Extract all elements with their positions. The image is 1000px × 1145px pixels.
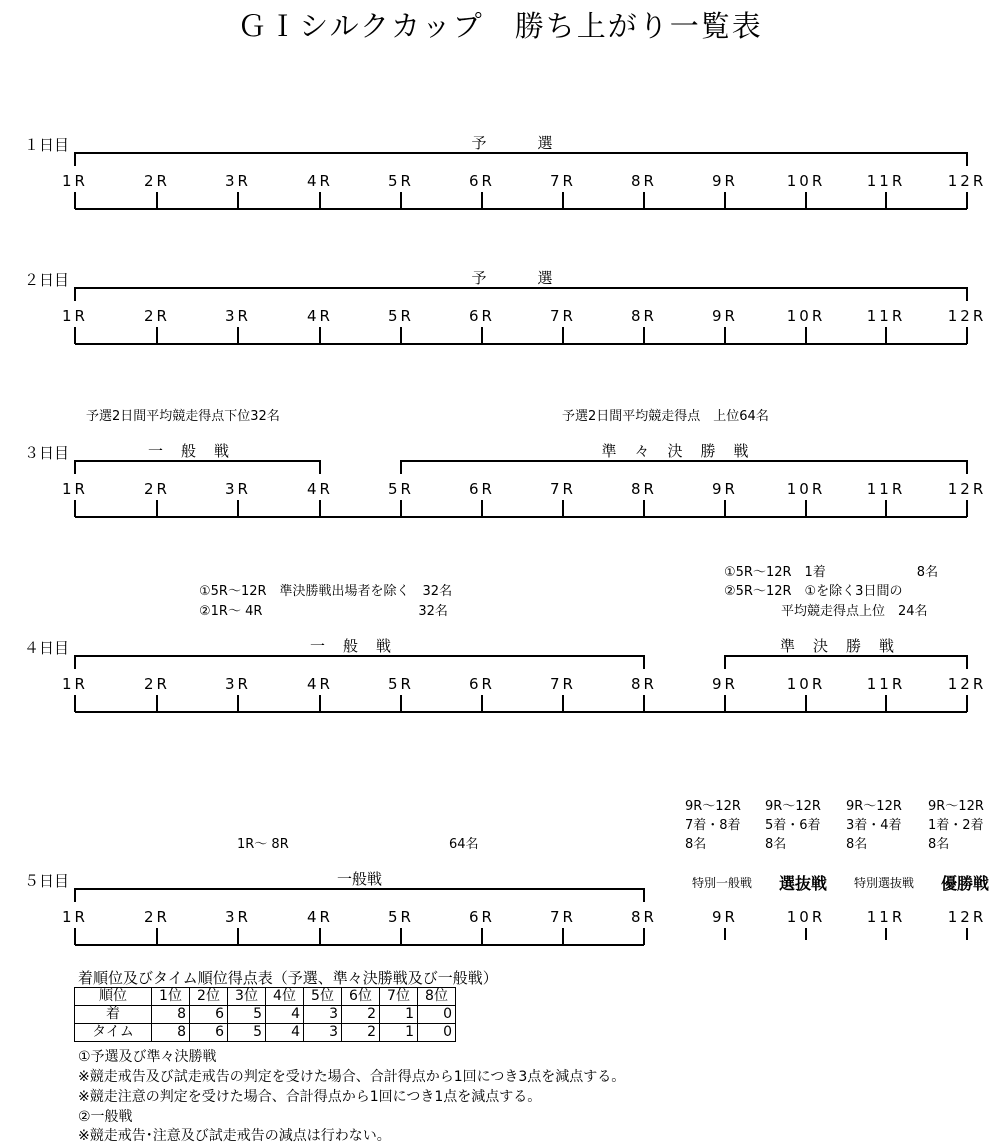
race-label: 10R bbox=[786, 172, 826, 190]
day5-note-left-count: 64名 bbox=[449, 837, 479, 852]
race-label: 7R bbox=[550, 172, 576, 190]
race-label: 9R bbox=[712, 908, 738, 926]
race-tick bbox=[481, 928, 483, 945]
segment-bracket-edge bbox=[74, 888, 76, 902]
footnote: ①予選及び準々決勝戦 bbox=[78, 1049, 217, 1065]
race-label: 4R bbox=[307, 908, 333, 926]
segment-label: 一般戦 bbox=[336, 870, 383, 888]
race-label: 6R bbox=[469, 675, 495, 693]
race-tick bbox=[966, 192, 968, 209]
race-label: 8R bbox=[631, 480, 657, 498]
table-cell: 3 bbox=[304, 1006, 342, 1024]
race-scale-line bbox=[75, 208, 967, 210]
race-tick bbox=[885, 500, 887, 517]
race-label: 2R bbox=[144, 480, 170, 498]
table-cell: 6 bbox=[190, 1024, 228, 1042]
race-label: 4R bbox=[307, 480, 333, 498]
race-label: 5R bbox=[388, 908, 414, 926]
day-label: ４日目 bbox=[24, 639, 70, 657]
race-label: 10R bbox=[786, 480, 826, 498]
race-tick bbox=[319, 192, 321, 209]
race-label: 9R bbox=[712, 172, 738, 190]
segment-bracket-edge bbox=[643, 655, 645, 669]
race-label: 3R bbox=[225, 307, 251, 325]
table-cell: 2 bbox=[342, 1006, 380, 1024]
table-header-cell: 7位 bbox=[380, 988, 418, 1006]
race-tick bbox=[237, 327, 239, 344]
race-label: 1R bbox=[62, 675, 88, 693]
table-row-label: 着 bbox=[75, 1006, 152, 1024]
points-table-title: 着順位及びタイム順位得点表（予選、準々決勝戦及び一般戦） bbox=[78, 969, 498, 987]
day4-note-right-2: ②5R～12R ①を除く3日間の bbox=[724, 584, 903, 599]
final-race-name: 選抜戦 bbox=[778, 874, 828, 893]
final-note-races: 9R～12R bbox=[928, 799, 984, 814]
race-label: 2R bbox=[144, 307, 170, 325]
race-tick bbox=[156, 192, 158, 209]
race-tick bbox=[805, 327, 807, 344]
table-header-cell: 3位 bbox=[228, 988, 266, 1006]
race-label: 11R bbox=[866, 307, 906, 325]
final-note-count: 8名 bbox=[765, 837, 787, 852]
race-label: 2R bbox=[144, 675, 170, 693]
race-label: 9R bbox=[712, 675, 738, 693]
segment-bracket-edge bbox=[400, 460, 402, 474]
race-tick bbox=[724, 500, 726, 517]
footnote: ※競走注意の判定を受けた場合、合計得点から1回につき1点を減点する。 bbox=[78, 1089, 542, 1105]
final-note-places: 1着・2着 bbox=[928, 818, 984, 833]
day4-note-right-3: 平均競走得点上位 24名 bbox=[781, 604, 928, 619]
race-label: 11R bbox=[866, 675, 906, 693]
race-tick bbox=[724, 327, 726, 344]
race-label: 9R bbox=[712, 480, 738, 498]
race-label: 12R bbox=[947, 908, 987, 926]
race-label: 5R bbox=[388, 307, 414, 325]
race-label: 7R bbox=[550, 675, 576, 693]
race-tick bbox=[885, 192, 887, 209]
race-tick bbox=[319, 500, 321, 517]
race-tick bbox=[237, 695, 239, 712]
segment-bracket-edge bbox=[724, 655, 726, 669]
race-tick bbox=[74, 192, 76, 209]
race-tick bbox=[400, 928, 402, 945]
segment-bracket-edge bbox=[966, 655, 968, 669]
race-label: 12R bbox=[947, 307, 987, 325]
race-label: 10R bbox=[786, 675, 826, 693]
race-tick bbox=[885, 695, 887, 712]
table-header-cell: 5位 bbox=[304, 988, 342, 1006]
race-label: 1R bbox=[62, 480, 88, 498]
race-tick bbox=[319, 928, 321, 945]
table-row-label: タイム bbox=[75, 1024, 152, 1042]
race-tick bbox=[74, 928, 76, 945]
final-note-places: 5着・6着 bbox=[765, 818, 821, 833]
table-cell: 4 bbox=[266, 1024, 304, 1042]
race-tick bbox=[724, 192, 726, 209]
race-label: 7R bbox=[550, 480, 576, 498]
race-tick bbox=[237, 500, 239, 517]
day-label: ２日目 bbox=[24, 271, 70, 289]
segment-bracket-edge bbox=[74, 287, 76, 301]
day3-note-left: 予選2日間平均競走得点下位32名 bbox=[86, 409, 280, 424]
race-label: 7R bbox=[550, 908, 576, 926]
segment-label: 予 選 bbox=[471, 134, 571, 152]
race-tick bbox=[400, 192, 402, 209]
race-tick bbox=[966, 327, 968, 344]
race-label: 6R bbox=[469, 307, 495, 325]
table-cell: 4 bbox=[266, 1006, 304, 1024]
race-tick bbox=[237, 928, 239, 945]
final-note-places: 3着・4着 bbox=[846, 818, 902, 833]
segment-bracket-edge bbox=[319, 460, 321, 474]
race-scale-line bbox=[75, 711, 967, 713]
race-label: 5R bbox=[388, 480, 414, 498]
segment-bracket-edge bbox=[74, 655, 76, 669]
table-cell: 3 bbox=[304, 1024, 342, 1042]
race-tick bbox=[805, 928, 807, 940]
race-tick bbox=[562, 695, 564, 712]
race-tick bbox=[966, 695, 968, 712]
race-tick bbox=[156, 695, 158, 712]
race-tick bbox=[643, 327, 645, 344]
race-label: 2R bbox=[144, 908, 170, 926]
segment-label: 一般戦 bbox=[147, 442, 248, 460]
table-cell: 8 bbox=[152, 1024, 190, 1042]
race-tick bbox=[481, 500, 483, 517]
race-tick bbox=[885, 327, 887, 344]
race-tick bbox=[562, 327, 564, 344]
race-label: 10R bbox=[786, 307, 826, 325]
final-race-name: 優勝戦 bbox=[940, 874, 990, 893]
race-tick bbox=[156, 327, 158, 344]
race-scale-line bbox=[75, 516, 967, 518]
race-tick bbox=[74, 500, 76, 517]
race-label: 9R bbox=[712, 307, 738, 325]
race-tick bbox=[885, 928, 887, 940]
race-tick bbox=[562, 192, 564, 209]
race-tick bbox=[643, 928, 645, 945]
race-label: 1R bbox=[62, 307, 88, 325]
table-header-row bbox=[75, 988, 456, 1006]
table-cell: 6 bbox=[190, 1006, 228, 1024]
segment-bracket-edge bbox=[966, 152, 968, 166]
final-note-count: 8名 bbox=[846, 837, 868, 852]
race-tick bbox=[481, 192, 483, 209]
race-label: 8R bbox=[631, 307, 657, 325]
race-label: 11R bbox=[866, 172, 906, 190]
race-label: 6R bbox=[469, 172, 495, 190]
table-header-cell: 8位 bbox=[418, 988, 456, 1006]
race-tick bbox=[400, 695, 402, 712]
table-cell: 5 bbox=[228, 1006, 266, 1024]
footnote: ②一般戦 bbox=[78, 1109, 133, 1125]
table-cell: 0 bbox=[418, 1024, 456, 1042]
table-header-cell: 順位 bbox=[75, 988, 152, 1006]
day-label: ５日目 bbox=[24, 872, 70, 890]
race-tick bbox=[319, 695, 321, 712]
race-tick bbox=[156, 500, 158, 517]
table-cell: 8 bbox=[152, 1006, 190, 1024]
race-tick bbox=[400, 500, 402, 517]
race-label: 12R bbox=[947, 675, 987, 693]
race-tick bbox=[805, 500, 807, 517]
race-tick bbox=[319, 327, 321, 344]
race-tick bbox=[966, 500, 968, 517]
day3-note-right: 予選2日間平均競走得点 上位64名 bbox=[562, 409, 769, 424]
race-label: 1R bbox=[62, 908, 88, 926]
day4-note-right-1: ①5R～12R 1着 8名 bbox=[724, 565, 939, 580]
segment-label: 予 選 bbox=[471, 269, 571, 287]
points-table bbox=[74, 987, 456, 1042]
race-label: 4R bbox=[307, 172, 333, 190]
race-tick bbox=[237, 192, 239, 209]
race-label: 5R bbox=[388, 172, 414, 190]
table-header-cell: 2位 bbox=[190, 988, 228, 1006]
segment-bracket-edge bbox=[966, 460, 968, 474]
race-label: 1R bbox=[62, 172, 88, 190]
race-tick bbox=[643, 500, 645, 517]
final-note-places: 7着・8着 bbox=[685, 818, 741, 833]
final-note-races: 9R～12R bbox=[846, 799, 902, 814]
race-tick bbox=[805, 192, 807, 209]
footnote: ※競走戒告･注意及び試走戒告の減点は行わない。 bbox=[78, 1128, 391, 1144]
table-header-cell: 4位 bbox=[266, 988, 304, 1006]
table-header-cell: 6位 bbox=[342, 988, 380, 1006]
segment-label: 準々決勝戦 bbox=[601, 442, 767, 460]
day5-note-left: 1R～ 8R bbox=[237, 837, 289, 852]
day4-note-left-1: ①5R～12R 準決勝戦出場者を除く 32名 bbox=[199, 584, 453, 599]
race-scale-line bbox=[75, 343, 967, 345]
race-label: 8R bbox=[631, 675, 657, 693]
race-tick bbox=[562, 928, 564, 945]
race-label: 12R bbox=[947, 172, 987, 190]
race-label: 11R bbox=[866, 908, 906, 926]
race-label: 3R bbox=[225, 480, 251, 498]
day4-note-left-2: ②1R～ 4R 32名 bbox=[199, 604, 448, 619]
segment-label: 一般戦 bbox=[309, 637, 410, 655]
race-label: 8R bbox=[631, 908, 657, 926]
race-label: 2R bbox=[144, 172, 170, 190]
day-label: １日目 bbox=[24, 136, 70, 154]
race-tick bbox=[643, 695, 645, 712]
table-cell: 1 bbox=[380, 1024, 418, 1042]
final-note-races: 9R～12R bbox=[765, 799, 821, 814]
final-race-name: 特別一般戦 bbox=[691, 876, 753, 890]
segment-label: 準決勝戦 bbox=[779, 637, 913, 655]
race-label: 3R bbox=[225, 908, 251, 926]
final-note-races: 9R～12R bbox=[685, 799, 741, 814]
race-label: 4R bbox=[307, 675, 333, 693]
segment-bracket-edge bbox=[74, 460, 76, 474]
race-tick bbox=[156, 928, 158, 945]
final-race-name: 特別選抜戦 bbox=[853, 876, 915, 890]
day-label: ３日目 bbox=[24, 444, 70, 462]
page-title: ＧＩシルクカップ 勝ち上がり一覧表 bbox=[237, 9, 763, 43]
race-label: 7R bbox=[550, 307, 576, 325]
footnote: ※競走戒告及び試走戒告の判定を受けた場合、合計得点から1回につき3点を減点する。 bbox=[78, 1069, 626, 1085]
table-cell: 2 bbox=[342, 1024, 380, 1042]
race-tick bbox=[400, 327, 402, 344]
race-tick bbox=[724, 928, 726, 940]
race-label: 11R bbox=[866, 480, 906, 498]
race-label: 6R bbox=[469, 480, 495, 498]
race-label: 8R bbox=[631, 172, 657, 190]
race-tick bbox=[562, 500, 564, 517]
race-label: 10R bbox=[786, 908, 826, 926]
race-tick bbox=[481, 327, 483, 344]
race-tick bbox=[724, 695, 726, 712]
table-row bbox=[75, 1006, 456, 1024]
race-tick bbox=[481, 695, 483, 712]
race-label: 12R bbox=[947, 480, 987, 498]
race-tick bbox=[805, 695, 807, 712]
race-tick bbox=[966, 928, 968, 940]
race-label: 5R bbox=[388, 675, 414, 693]
race-tick bbox=[643, 192, 645, 209]
segment-bracket-edge bbox=[643, 888, 645, 902]
final-note-count: 8名 bbox=[928, 837, 950, 852]
table-header-cell: 1位 bbox=[152, 988, 190, 1006]
segment-bracket-edge bbox=[74, 152, 76, 166]
segment-bracket-edge bbox=[966, 287, 968, 301]
table-cell: 1 bbox=[380, 1006, 418, 1024]
race-label: 3R bbox=[225, 172, 251, 190]
race-tick bbox=[74, 695, 76, 712]
table-row bbox=[75, 1024, 456, 1042]
race-label: 4R bbox=[307, 307, 333, 325]
race-label: 3R bbox=[225, 675, 251, 693]
table-cell: 0 bbox=[418, 1006, 456, 1024]
final-note-count: 8名 bbox=[685, 837, 707, 852]
race-tick bbox=[74, 327, 76, 344]
table-cell: 5 bbox=[228, 1024, 266, 1042]
race-scale-line bbox=[75, 944, 644, 946]
race-label: 6R bbox=[469, 908, 495, 926]
